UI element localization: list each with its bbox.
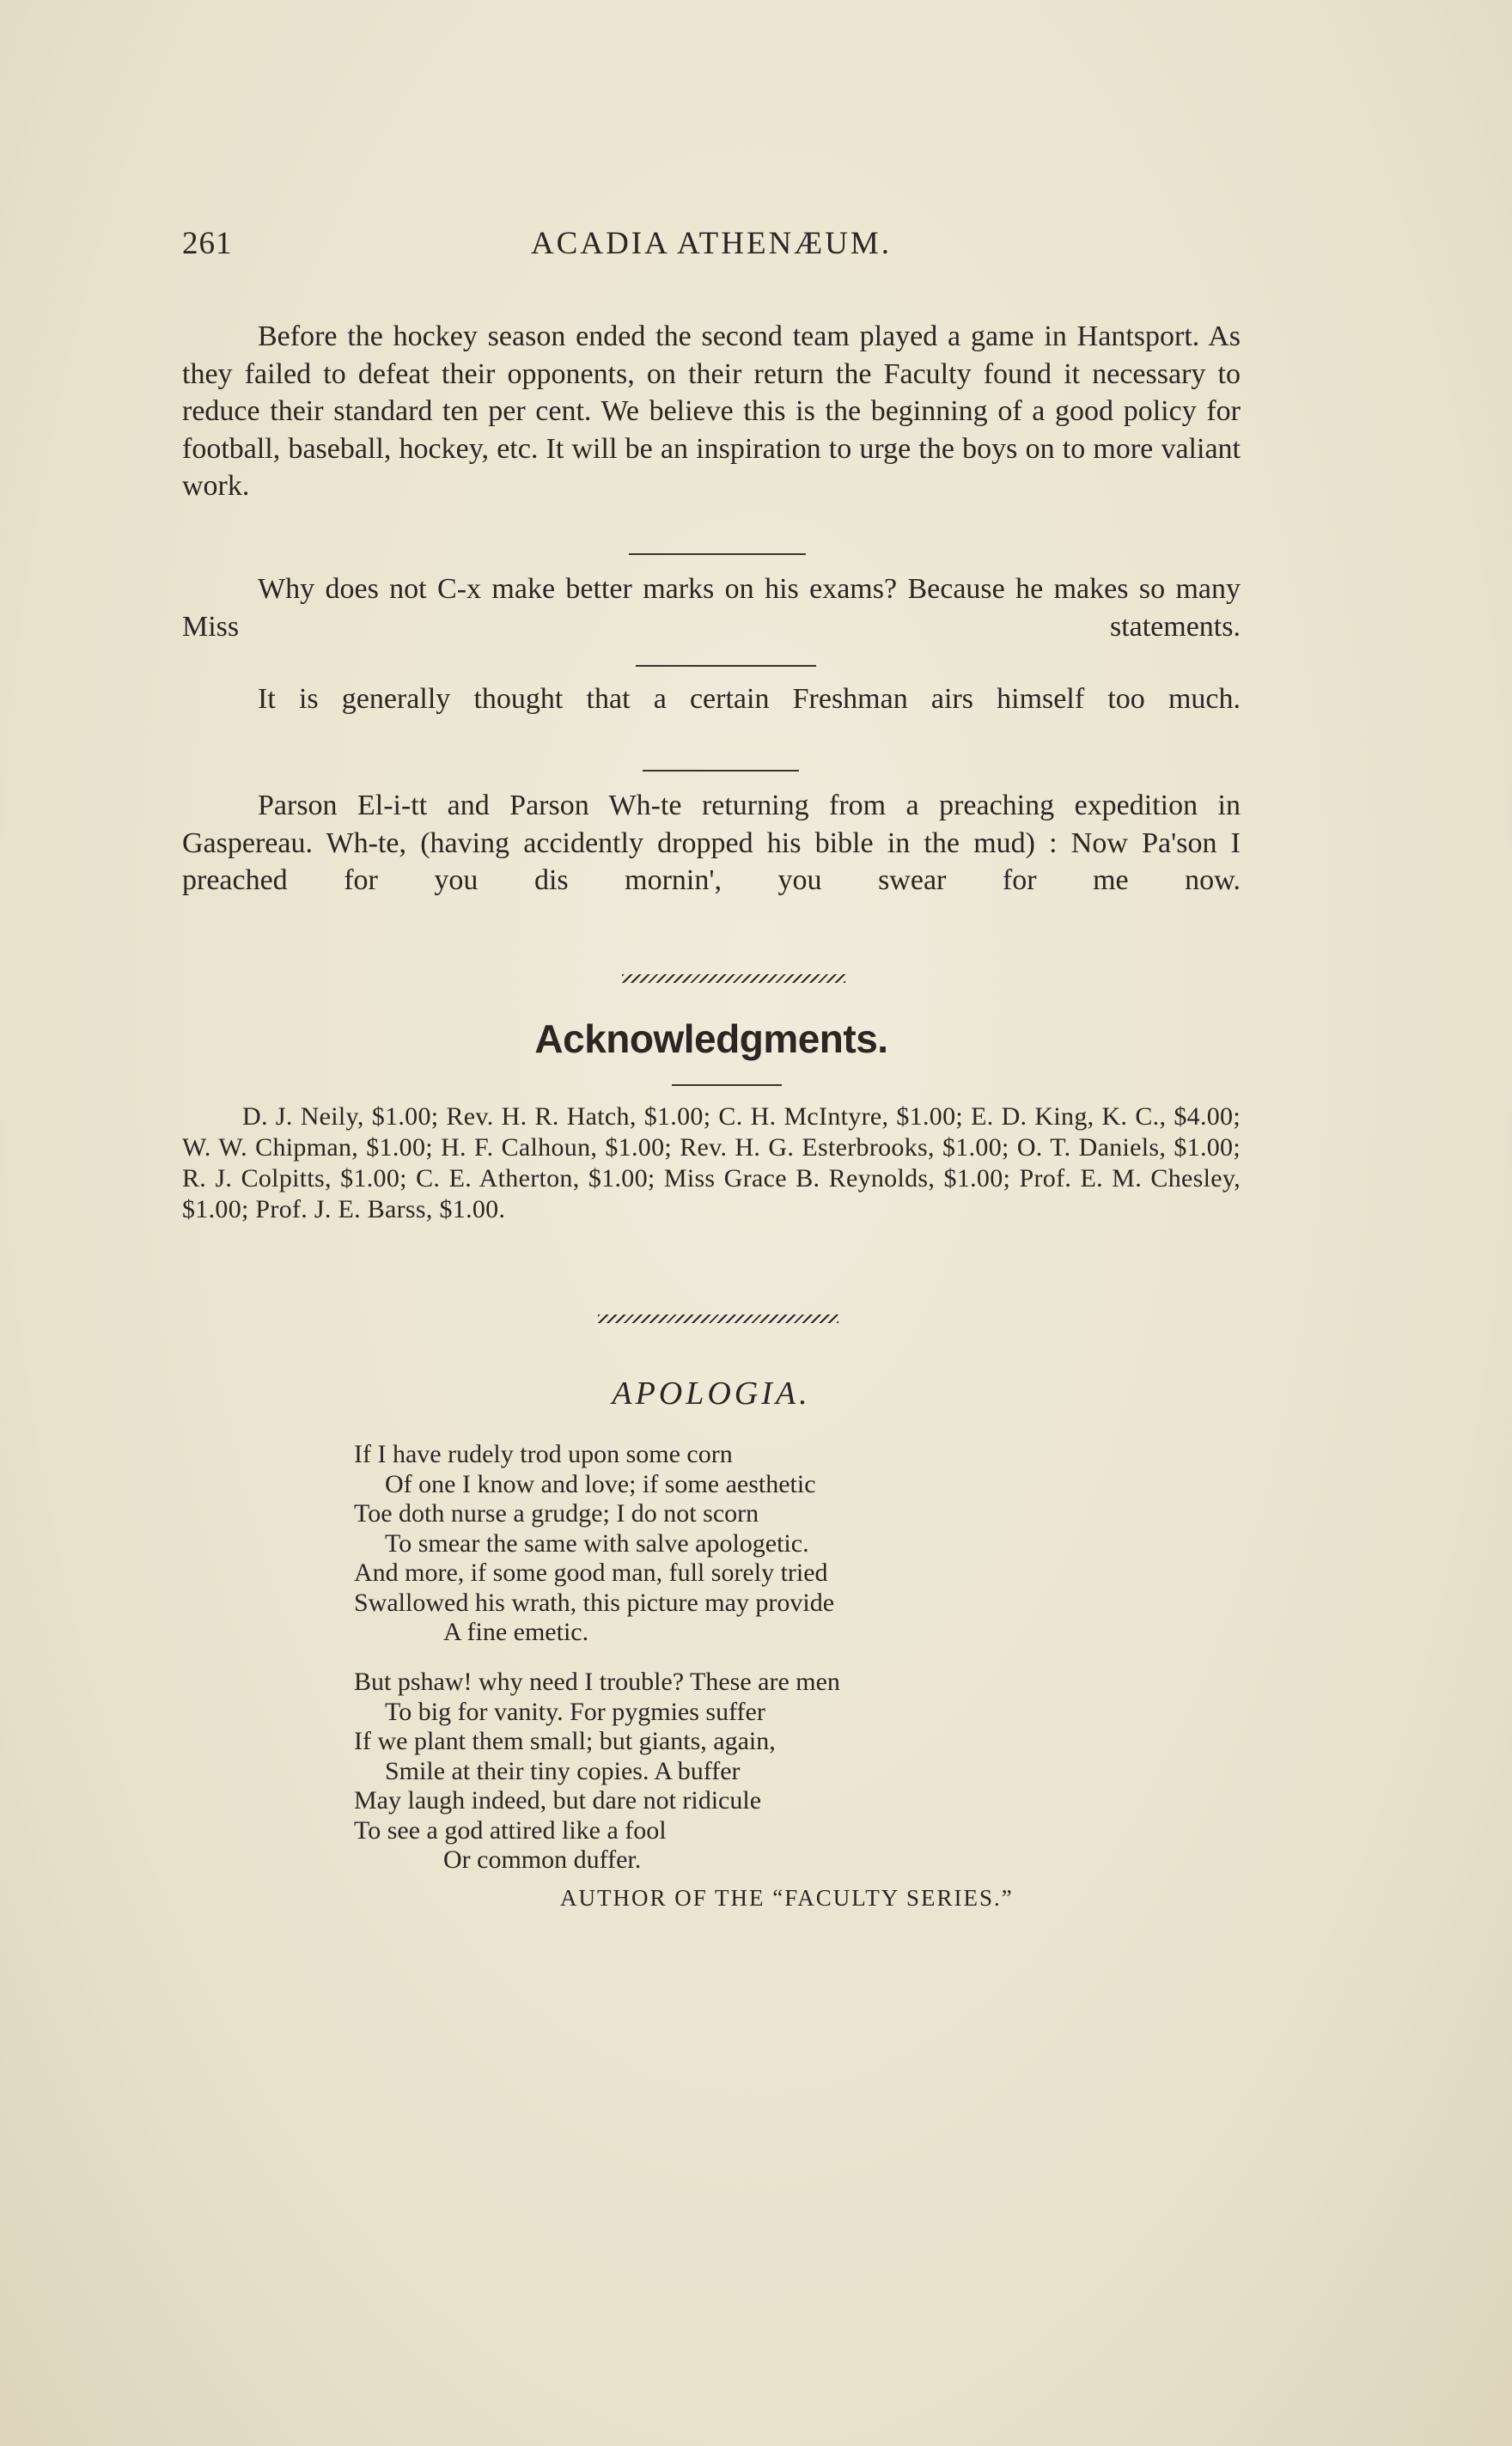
heading-underline [672,1084,782,1086]
page-number: 261 [182,226,233,261]
poem-line: To smear the same with salve apologetic. [385,1528,809,1558]
paragraph-text: It is generally thought that a certain Freshman airs himself too much. [258,683,1241,715]
poem-stanza-2 [354,1668,1127,1876]
poem-line: Or common duffer. [443,1845,642,1874]
poem-line: To big for vanity. For pygmies suffer [385,1697,765,1726]
section-divider [643,770,799,772]
paragraph-text: Why does not C-x make better marks on his exams? Because he makes so many Miss statements. [182,573,1241,643]
poem-line: If I have rudely trod upon some corn [354,1440,733,1468]
poem-title: APOLOGIA. [612,1375,811,1412]
section-divider [629,553,806,555]
hockey-paragraph [182,318,1241,542]
poem-line: Swallowed his wrath, this picture may provide [354,1588,835,1617]
freshman-paragraph [182,680,1241,755]
poem-line: But pshaw! why need I trouble? These are men [354,1668,840,1696]
poem-line: If we plant them small; but giants, again, [354,1727,776,1755]
decorative-ornament-rule [622,974,845,983]
poem-line: Smile at their tiny copies. A buffer [385,1756,741,1785]
poem-author-signature: AUTHOR OF THE “FACULTY SERIES.” [560,1885,1014,1911]
paragraph-text: Parson El-i-tt and Parson Wh-te returning from a preaching expedition in Gaspereau. Wh-te, (having accidently dropped his bible in the mud) : Now Pa'son I preached for you dis mornin', you swear for me now. [182,790,1241,896]
journal-title: ACADIA ATHENÆUM. [530,226,893,261]
section-divider [636,665,816,667]
poem-line: May laugh indeed, but dare not ridicule [354,1786,762,1815]
acknowledgments-text: D. J. Neily, $1.00; Rev. H. R. Hatch, $1.00; C. H. McIntyre, $1.00; E. D. King, K. C., $4.00; W. W. Chipman, $1.00; H. F. Calhoun, $1.00; Rev. H. G. Esterbrooks, $1.00; O. T. Daniels, $1.00; R. J. Colpitts, $1.00; C. E. Atherton, $1.00; Miss Grace B. Reynolds, $1.00; Prof. E. M. Chesley, $1.00; Prof. J. E. Barss, $1.00. [182,1102,1241,1223]
decorative-ornament-rule [598,1314,838,1323]
poem-line: A fine emetic. [443,1618,589,1646]
running-head [182,225,1241,268]
poem-line: To see a god attired like a fool [354,1815,667,1845]
paragraph-text: Before the hockey season ended the second team played a game in Hantsport. As they failed to defeat their opponents, on their return the Faculty found it necessary to reduce their standard ten per cent. We believe this is the beginning of a good policy for football, baseball, hockey, etc. It will be an inspiration to urge the boys on to more valiant work. [182,320,1241,502]
acknowledgments-list [182,1101,1241,1225]
poem-line: Toe doth nurse a grudge; I do not scorn [354,1499,759,1528]
poem-line: And more, if some good man, full sorely tried [354,1558,828,1587]
acknowledgments-heading: Acknowledgments. [534,1016,888,1061]
poem-stanza-1 [354,1440,1127,1648]
poem-line: Of one I know and love; if some aesthetic [385,1469,816,1498]
parson-paragraph [182,787,1241,936]
